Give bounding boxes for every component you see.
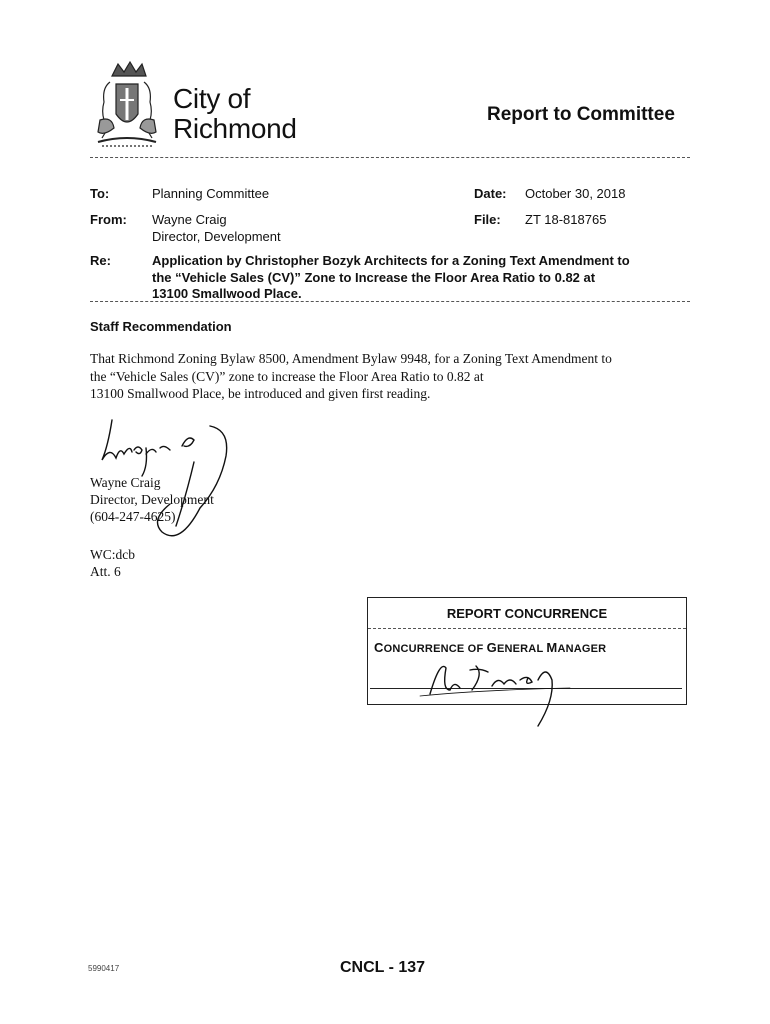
re-label: Re: [90,253,111,268]
concurrence-label-w1: ONCURRENCE OF [383,643,487,655]
recommendation-body [90,350,690,403]
recommendation-heading: Staff Recommendation [90,319,232,334]
to-label: To: [90,186,110,201]
recommendation-line-1: That Richmond Zoning Bylaw 8500, Amendment Bylaw 9948, for a Zoning Text Amendment to [90,351,612,366]
attachments-count: Att. 6 [90,564,121,579]
concurrence-title: REPORT CONCURRENCE [446,606,608,621]
file-label: File: [474,212,501,227]
re-line-2: the “Vehicle Sales (CV)” Zone to Increase the Floor Area Ratio to 0.82 at [152,269,596,285]
recommendation-line-2: the “Vehicle Sales (CV)” zone to increase the Floor Area Ratio to 0.82 at [90,368,484,384]
concurrence-label-w3: ANAGER [557,643,607,655]
typist-initials: WC:dcb [90,547,135,562]
concurrence-label-c2: G [486,640,497,655]
report-title: Report to Committee [487,104,675,125]
concurrence-label-c1: C [374,640,384,655]
city-crest-logo [92,58,162,150]
to-value: Planning Committee [152,186,270,201]
concurrence-label-w2: ENERAL [496,643,547,655]
signatory-title: Director, Development [90,492,214,507]
subject-rule [90,301,690,302]
re-subject [152,253,692,303]
city-name-wordmark [173,84,297,144]
page-label: CNCL - 137 [340,959,426,976]
from-label: From: [90,212,127,227]
initials-block [90,546,135,580]
document-id: 5990417 [88,964,120,973]
signatory-block [90,474,214,525]
concurrence-label-c3: M [546,640,558,655]
re-line-1: Application by Christopher Bozyk Architects for a Zoning Text Amendment to [152,253,630,268]
re-line-3: 13100 Smallwood Place. [152,286,302,301]
city-name-line1: City of [173,83,251,114]
signature-general-manager [420,650,570,730]
from-title: Director, Development [152,229,281,244]
signatory-phone: (604-247-4625) [90,509,176,524]
from-name: Wayne Craig [152,212,227,227]
date-label: Date: [474,186,507,201]
recommendation-line-3: 13100 Smallwood Place, be introduced and given first reading. [90,386,431,401]
signatory-name: Wayne Craig [90,475,161,490]
date-value: October 30, 2018 [525,186,626,201]
concurrence-divider [368,628,686,629]
file-value: ZT 18-818765 [525,212,607,227]
header-rule [90,157,690,158]
city-name-line2: Richmond [173,113,297,144]
